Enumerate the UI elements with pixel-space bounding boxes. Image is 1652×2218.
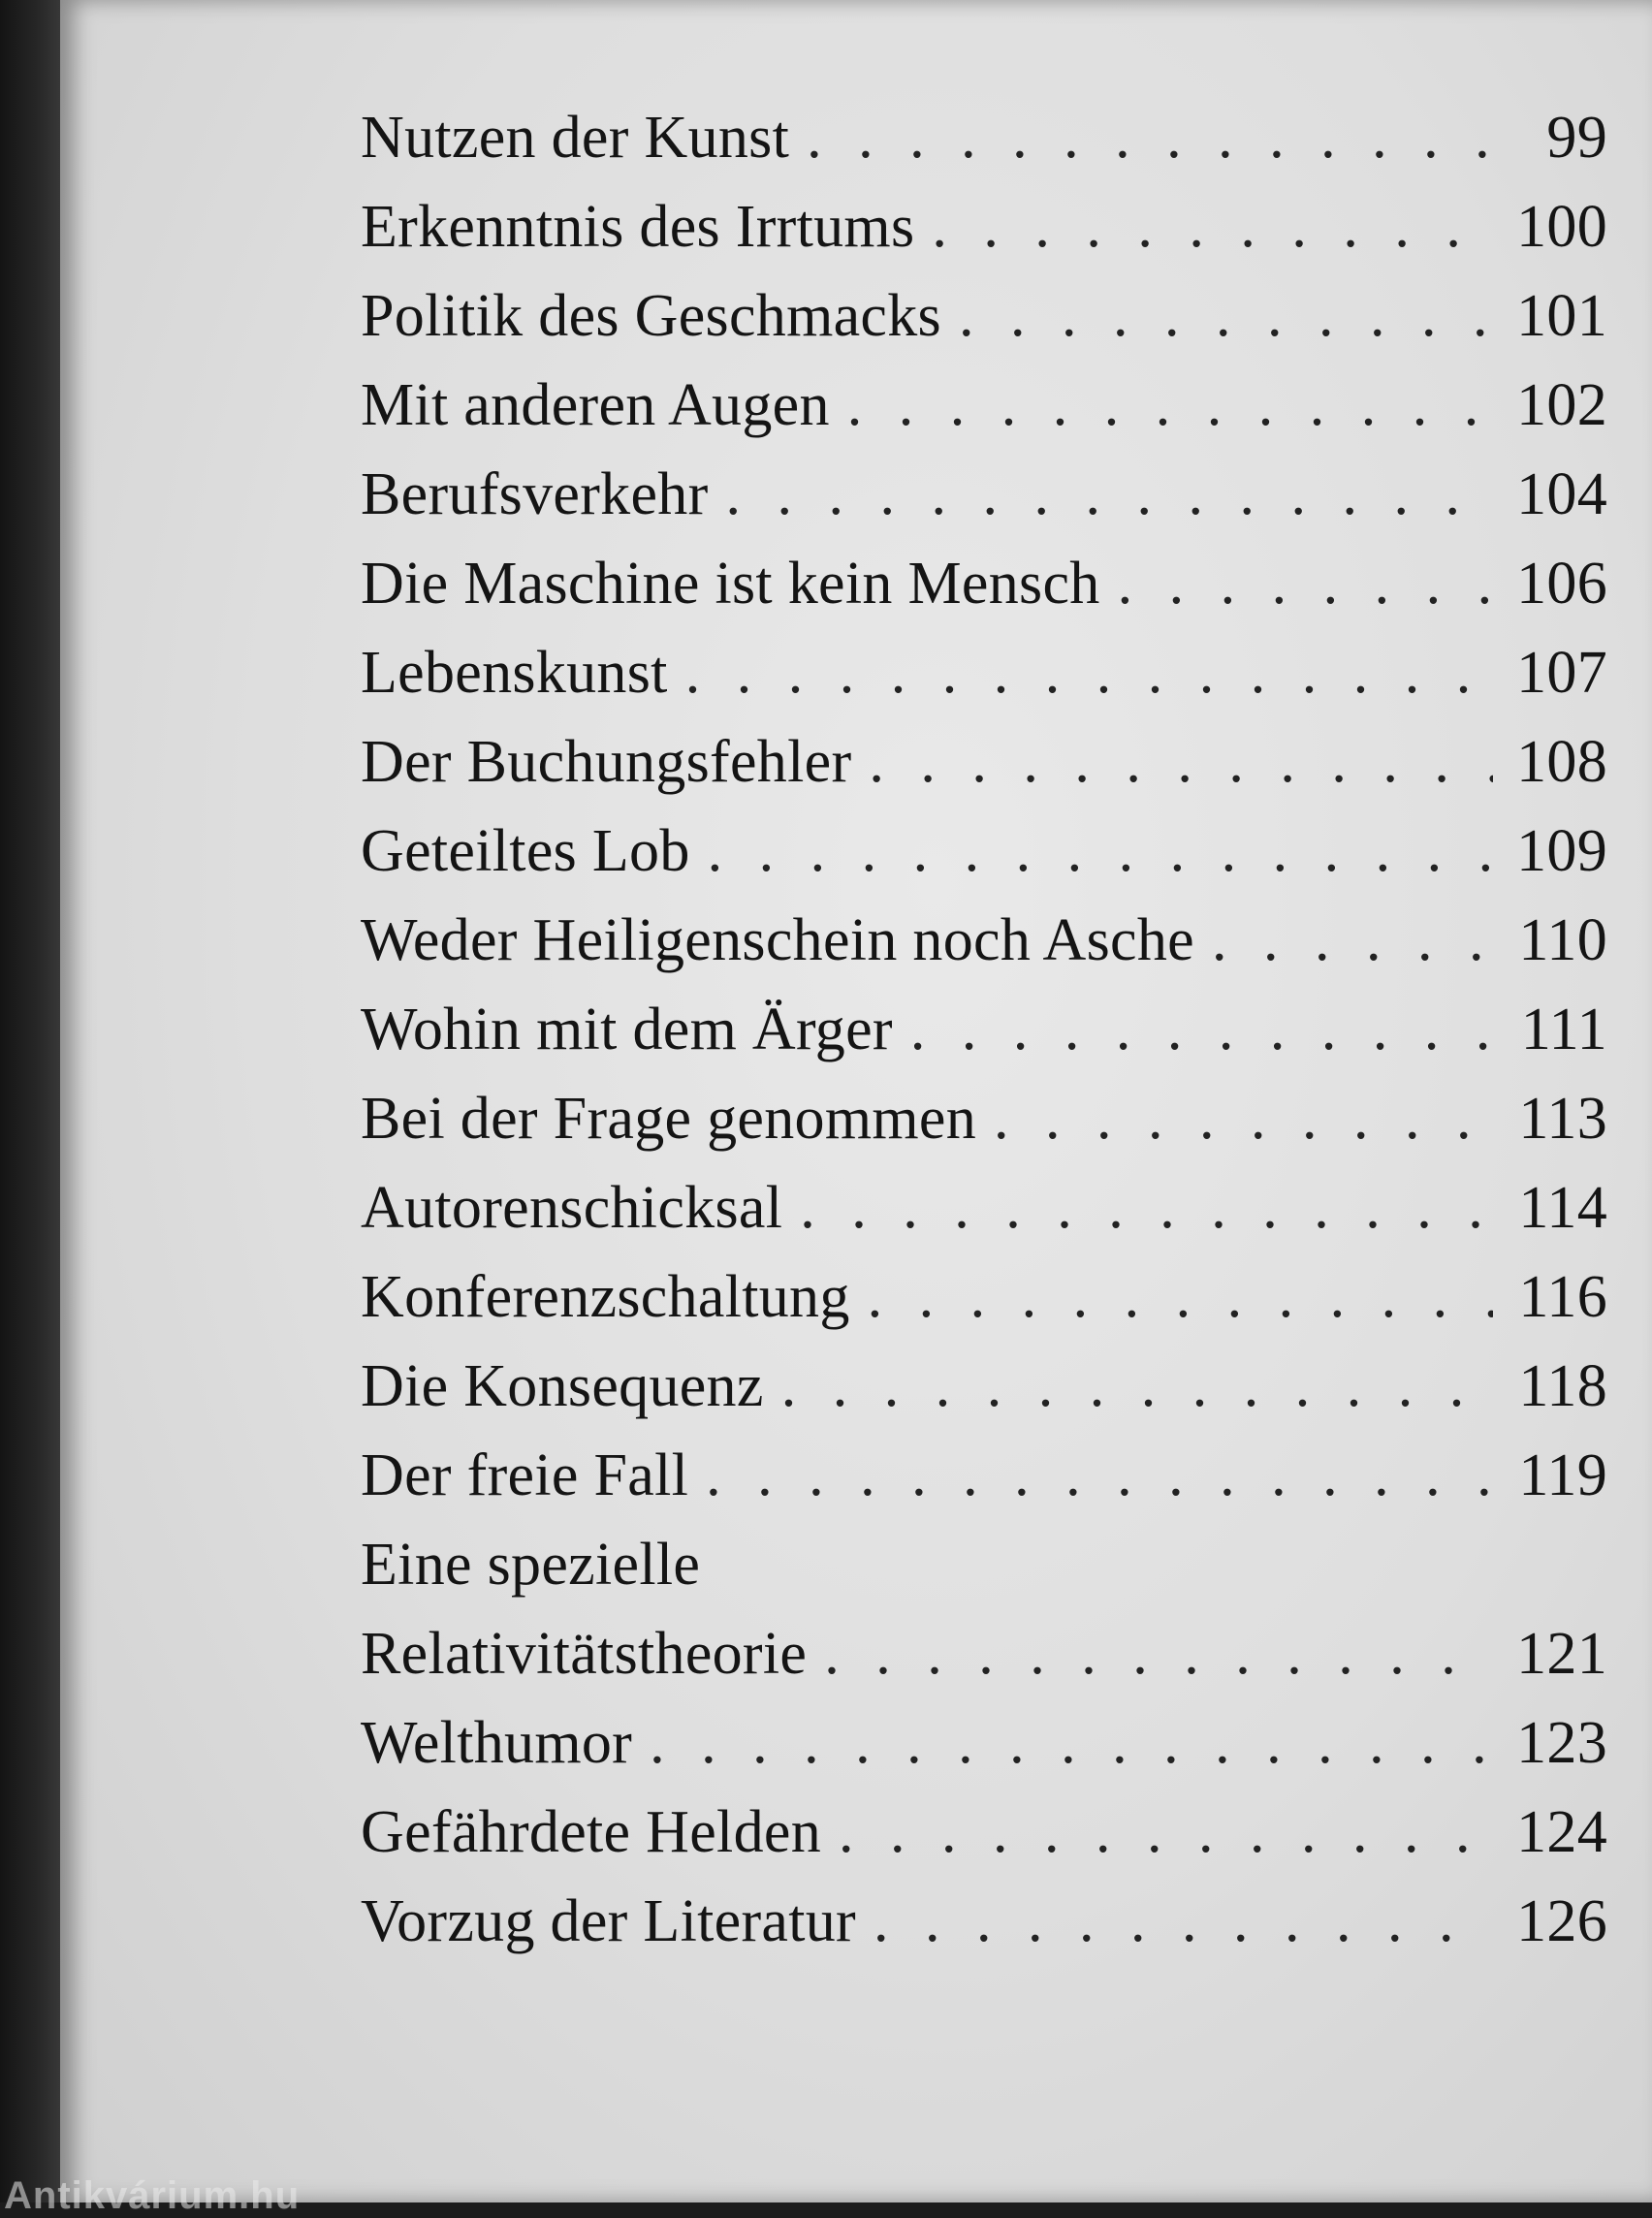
toc-entry [361, 93, 1607, 182]
toc-entry-page: 126 [1516, 1888, 1607, 1954]
toc-entry [361, 1698, 1607, 1788]
table-of-contents [361, 93, 1607, 1966]
toc-entry-page: 102 [1516, 372, 1607, 438]
toc-entry [361, 985, 1607, 1074]
toc-entry [361, 1252, 1607, 1342]
toc-entry-title: Politik des Geschmacks [361, 283, 941, 349]
dot-leader [868, 1252, 1493, 1342]
toc-entry-page: 106 [1516, 551, 1607, 617]
toc-entry [361, 628, 1607, 717]
toc-entry-title: Der Buchungsfehler [361, 729, 852, 795]
toc-entry-title: Welthumor [361, 1710, 633, 1776]
toc-entry [361, 1163, 1607, 1252]
toc-entry-title: Konferenzschaltung [361, 1264, 850, 1330]
dot-leader [994, 1074, 1493, 1163]
toc-entry-title: Nutzen der Kunst [361, 105, 790, 171]
toc-entry-title: Autorenschicksal [361, 1175, 783, 1241]
toc-entry-page: 104 [1516, 461, 1607, 527]
toc-entry-title: Erkenntnis des Irrtums [361, 194, 915, 260]
toc-entry-page: 123 [1516, 1710, 1607, 1776]
dot-leader [1212, 896, 1493, 985]
toc-entry-title: Bei der Frage genommen [361, 1086, 977, 1152]
toc-entry-page: 116 [1518, 1264, 1607, 1330]
toc-entry-page: 119 [1518, 1442, 1607, 1508]
toc-entry-title: Eine spezielle [361, 1532, 701, 1598]
dot-leader [932, 182, 1493, 271]
toc-entry-title: Der freie Fall [361, 1442, 689, 1508]
toc-entry [361, 807, 1607, 896]
dot-leader [847, 361, 1493, 450]
toc-entry [361, 1074, 1607, 1163]
toc-entry-page: 99 [1546, 105, 1607, 171]
toc-entry [361, 450, 1607, 539]
dot-leader [800, 1163, 1493, 1252]
toc-entry-title: Mit anderen Augen [361, 372, 830, 438]
toc-entry [361, 539, 1607, 628]
dot-leader [839, 1788, 1493, 1877]
toc-entry [361, 1877, 1607, 1966]
dot-leader [726, 450, 1493, 539]
dot-leader [959, 271, 1493, 361]
book-page [60, 0, 1652, 2202]
toc-entry [361, 1609, 1607, 1698]
toc-entry-page: 101 [1516, 283, 1607, 349]
dot-leader [869, 717, 1493, 807]
toc-entry-title: Weder Heiligenschein noch Asche [361, 907, 1194, 973]
toc-entry-title: Gefährdete Helden [361, 1799, 822, 1865]
toc-entry [361, 717, 1607, 807]
toc-entry [361, 1431, 1607, 1520]
toc-entry-page: 121 [1516, 1621, 1607, 1687]
dot-leader [685, 628, 1493, 717]
toc-entry [361, 1342, 1607, 1431]
toc-entry-title: Die Maschine ist kein Mensch [361, 551, 1100, 617]
dot-leader [706, 1431, 1493, 1520]
toc-entry [361, 361, 1607, 450]
toc-entry-page: 100 [1516, 194, 1607, 260]
watermark: Antikvárium.hu [4, 2174, 301, 2217]
toc-entry-page: 107 [1516, 640, 1607, 706]
toc-entry-page: 118 [1518, 1353, 1607, 1419]
toc-entry [361, 271, 1607, 361]
toc-entry [361, 1520, 1607, 1609]
dot-leader [807, 93, 1493, 182]
toc-entry-title: Lebenskunst [361, 640, 668, 706]
toc-entry-page: 114 [1518, 1175, 1607, 1241]
toc-entry-page: 109 [1516, 818, 1607, 884]
dot-leader [874, 1877, 1493, 1966]
toc-entry-page: 124 [1516, 1799, 1607, 1865]
toc-entry-page: 111 [1520, 997, 1607, 1062]
dot-leader [650, 1698, 1493, 1788]
toc-entry [361, 1788, 1607, 1877]
dot-leader [910, 985, 1493, 1074]
toc-entry-title: Vorzug der Literatur [361, 1888, 856, 1954]
dot-leader [781, 1342, 1493, 1431]
dot-leader [824, 1609, 1493, 1698]
toc-entry-page: 110 [1518, 907, 1607, 973]
dot-leader [1118, 539, 1493, 628]
toc-entry-title: Wohin mit dem Ärger [361, 997, 893, 1062]
dot-leader [708, 807, 1493, 896]
toc-entry-page: 113 [1518, 1086, 1607, 1152]
toc-entry [361, 182, 1607, 271]
toc-entry-title: Berufsverkehr [361, 461, 709, 527]
toc-entry-page: 108 [1516, 729, 1607, 795]
book-spine-shadow [0, 0, 66, 2202]
toc-entry-title: Geteiltes Lob [361, 818, 690, 884]
toc-entry-title: Die Konsequenz [361, 1353, 764, 1419]
toc-entry [361, 896, 1607, 985]
toc-entry-title: Relativitätstheorie [361, 1621, 808, 1687]
